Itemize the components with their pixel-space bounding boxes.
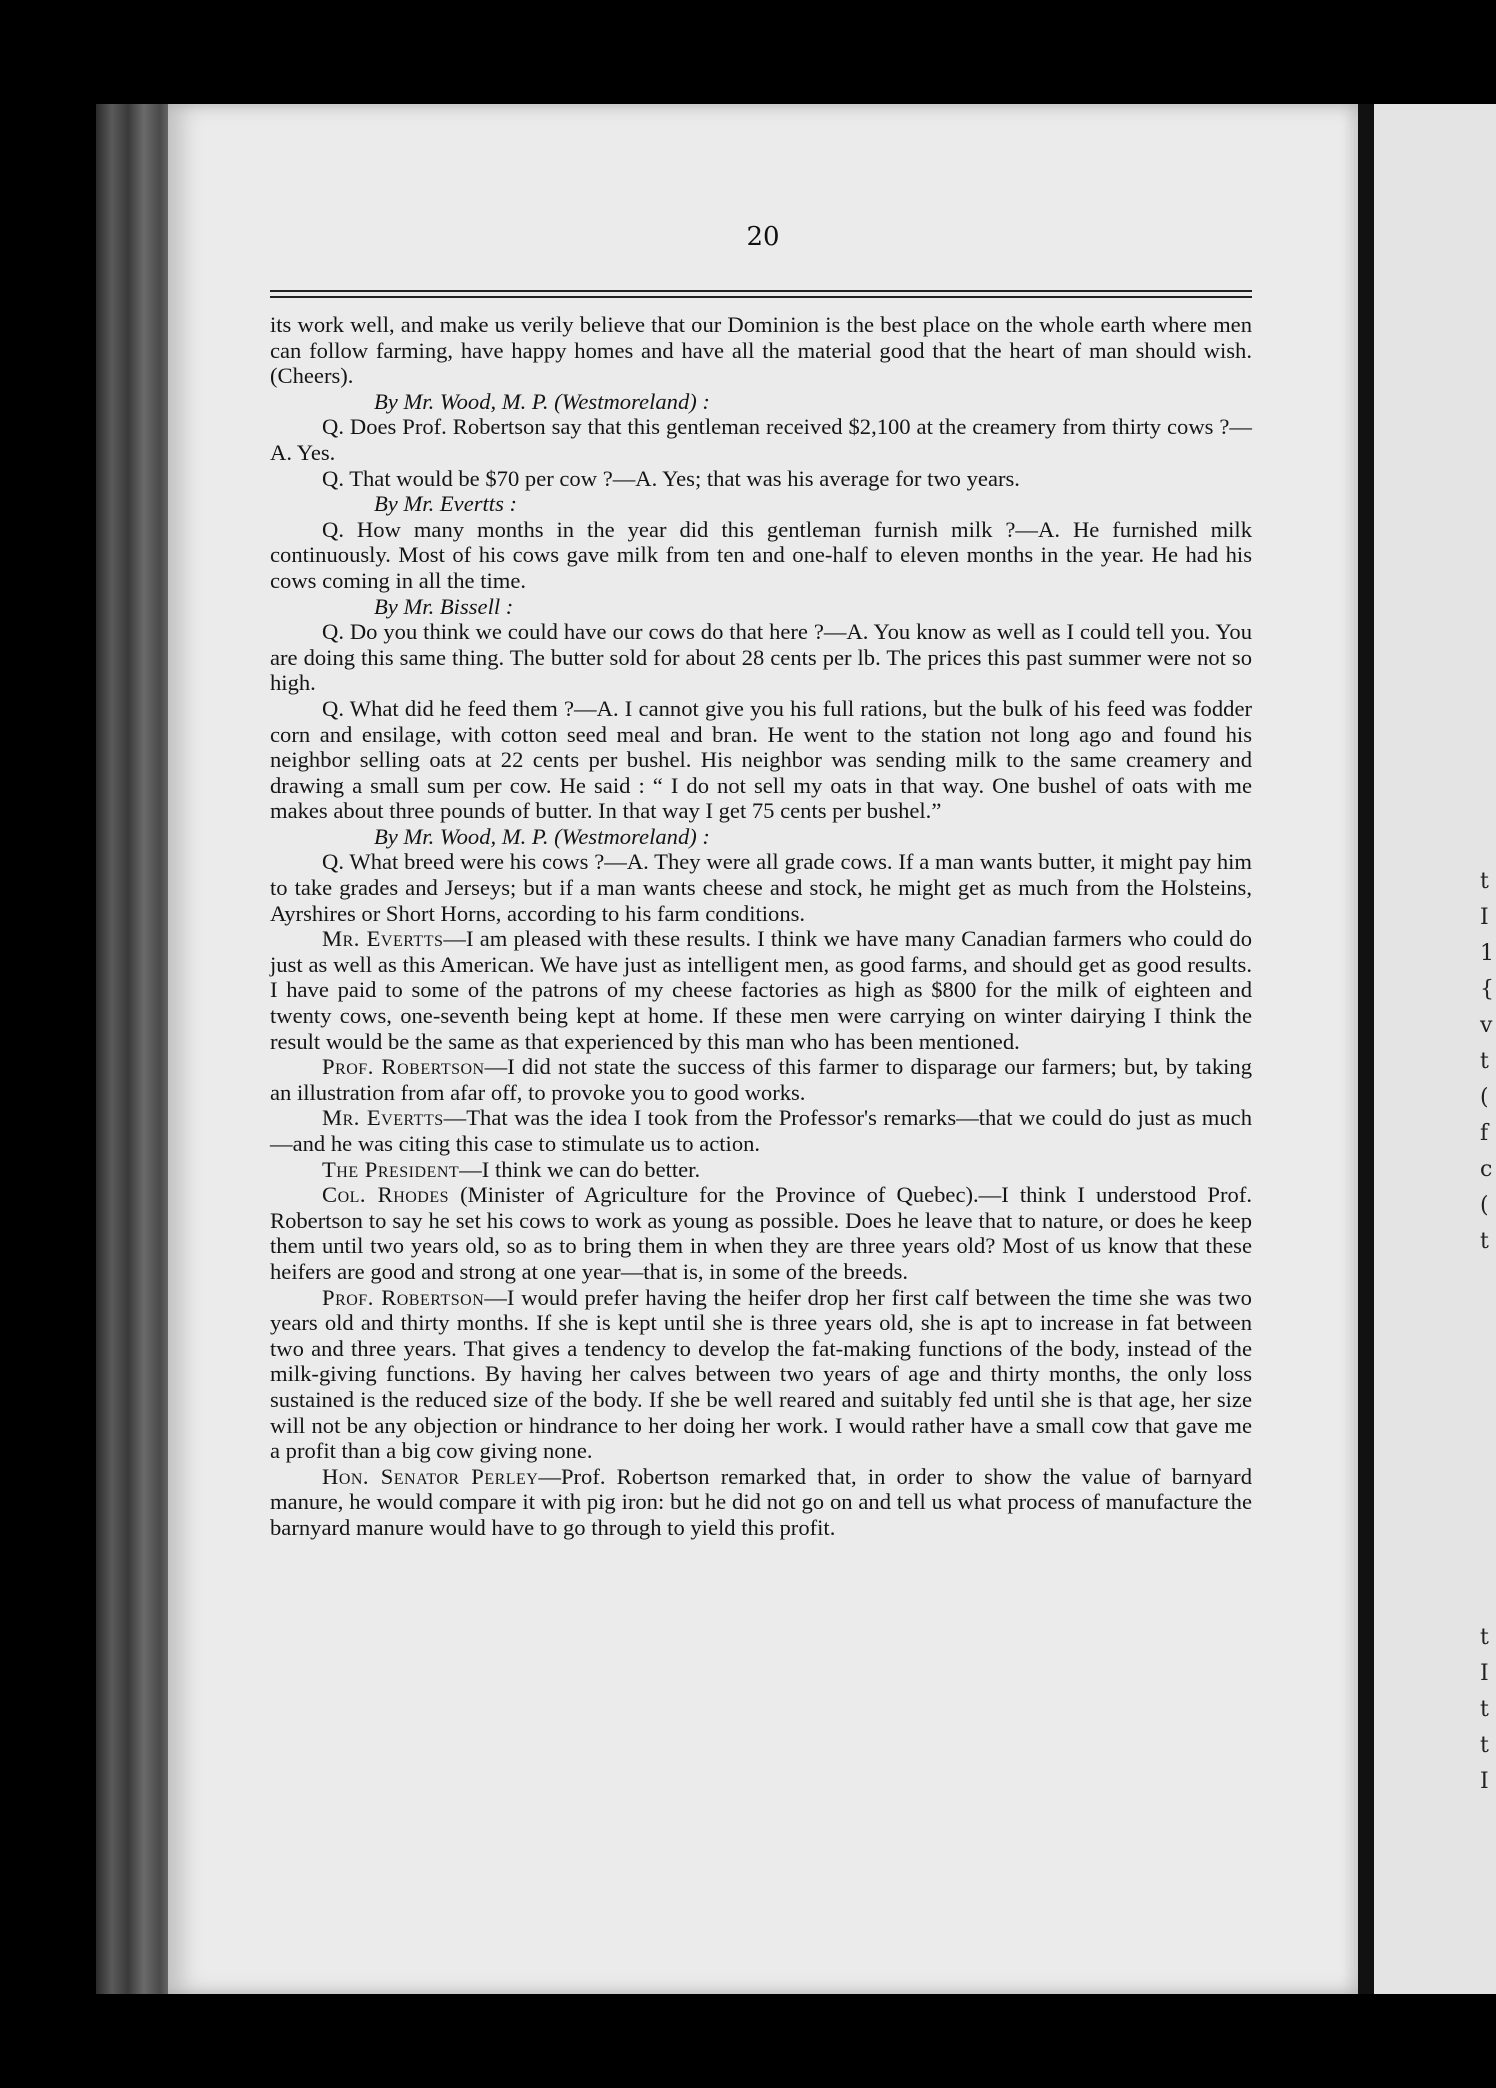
paragraph <box>270 1182 1252 1284</box>
paragraph <box>270 414 1252 465</box>
book-gutter <box>1358 104 1374 1994</box>
header-rule <box>270 290 1252 292</box>
questioner-heading: By Mr. Wood, M. P. (Westmoreland) : <box>374 823 710 849</box>
paragraph <box>270 1157 1252 1183</box>
paragraph <box>270 1464 1252 1541</box>
questioner-heading: By Mr. Bissell : <box>374 593 514 619</box>
paragraph-text: —I would prefer having the heifer drop her first calf between the time she was two years old and thirty months. If she is kept until she is three years old, she is apt to increase in fat between two and three years. That gives a tendency to develop the fat-making functions of the body, instead of the milk-giving functions. By having her calves between two years of age and thirty months, the only loss sustained is the reduced size of the body. If she be well reared and suitably fed until she is that age, her size will not be any objection or hindrance to her doing her work. I would rather have a small cow that gave me a profit than a big cow giving none. <box>270 1284 1252 1464</box>
paragraph-text: Q. That would be $70 per cow ?—A. Yes; that was his average for two years. <box>322 465 1020 491</box>
speaker-name: Prof. Robertson <box>322 1284 485 1310</box>
paragraph-text: —I did not state the success of this farmer to disparage our farmers; but, by taking an illustration from afar off, to provoke you to good works. <box>270 1054 1252 1105</box>
paragraph <box>270 466 1252 492</box>
questioner-heading: By Mr. Evertts : <box>374 491 518 517</box>
paragraph-text: —Prof. Robertson remarked that, in order to show the value of barnyard manure, he would compare it with pig iron: but he did not go on and tell us what process of manufacture the barnyard manure would have to go through to yield this profit. <box>270 1463 1253 1540</box>
facing-page-text-fragments: t I 1 { v t ( f c ( t t I t t I <box>1480 869 1494 1794</box>
speaker-name: The President <box>322 1156 460 1182</box>
speaker-name: Prof. Robertson <box>322 1054 485 1080</box>
paragraph-text: (Minister of Agriculture for the Province of Quebec).—I think I understood Prof. Robertson to say he set his cows to work as young as possible. Does he leave that to nature, or does he keep them until two years old, so as to bring them in when they are three years old? Most of us know that these heifers are good and strong at one year—that is, in some of the breeds. <box>270 1182 1252 1284</box>
paragraph-text: Q. Do you think we could have our cows do that here ?—A. You know as well as I could tell you. You are doing this same thing. The butter sold for about 28 cents per lb. The prices this past summer were not so high. <box>270 619 1252 696</box>
paragraph-text: —That was the idea I took from the Professor's remarks—that we could do just as much—and he was citing this case to stimulate us to action. <box>270 1105 1252 1156</box>
paragraph <box>270 312 1252 389</box>
paragraph <box>270 619 1252 696</box>
book-page <box>168 104 1358 1994</box>
speaker-name: Hon. Senator Perley <box>322 1463 539 1489</box>
paragraph-text: Q. What did he feed them ?—A. I cannot give you his full rations, but the bulk of his feed was fodder corn and ensilage, with cotton seed meal and bran. He went to the station not long ago and found his neighbor selling oats at 22 cents per bushel. His neighbor was sending milk to the same creamery and drawing a small sum per cow. He said : “ I do not sell my oats in that way. One bushel of oats with me makes about three pounds of butter. In that way I get 75 cents per bushel.” <box>270 695 1252 824</box>
paragraph-text: its work well, and make us verily believe that our Dominion is the best place on the whole earth where men can follow farming, have happy homes and have all the material good that the heart of man should wish. (Cheers). <box>270 312 1252 389</box>
paragraph-text: —I think we can do better. <box>459 1156 701 1182</box>
paragraph <box>270 1285 1252 1464</box>
speaker-name: Col. Rhodes <box>322 1182 450 1208</box>
speaker-name: Mr. Evertts <box>322 926 444 952</box>
page-number: 20 <box>746 222 780 252</box>
paragraph <box>270 1054 1252 1105</box>
paragraph-text: Q. What breed were his cows ?—A. They were all grade cows. If a man wants butter, it might pay him to take grades and Jerseys; but if a man wants cheese and stock, he might get as much from the Holsteins, Ayrshires or Short Horns, according to his farm conditions. <box>270 849 1252 926</box>
paragraph <box>270 926 1252 1054</box>
paragraph <box>270 849 1252 926</box>
paragraph-text: Q. Does Prof. Robertson say that this gentleman received $2,100 at the creamery from thirty cows ?—A. Yes. <box>270 414 1252 465</box>
facing-page-edge <box>1374 104 1496 1994</box>
paragraph <box>270 696 1252 824</box>
body-text <box>270 312 1252 1541</box>
paragraph-text: Q. How many months in the year did this gentleman furnish milk ?—A. He furnished milk continuously. Most of his cows gave milk from ten and one-half to eleven months in the year. He had his cows coming in all the time. <box>270 516 1252 593</box>
questioner-heading: By Mr. Wood, M. P. (Westmoreland) : <box>374 388 710 414</box>
book-page-edges <box>96 104 176 1994</box>
paragraph <box>270 1105 1252 1156</box>
paragraph <box>270 517 1252 594</box>
header-rule <box>270 296 1252 298</box>
paragraph-text: —I am pleased with these results. I think we have many Canadian farmers who could do just as well as this American. We have just as intelligent men, as good farms, and should get as good results. I have paid to some of the patrons of my cheese factories as high as $800 for the milk of eighteen and twenty cows, one-seventh being kept at home. If these men were carrying on winter dairying I think the result would be the same as that experienced by this man who has been mentioned. <box>270 926 1253 1054</box>
speaker-name: Mr. Evertts <box>322 1105 444 1131</box>
